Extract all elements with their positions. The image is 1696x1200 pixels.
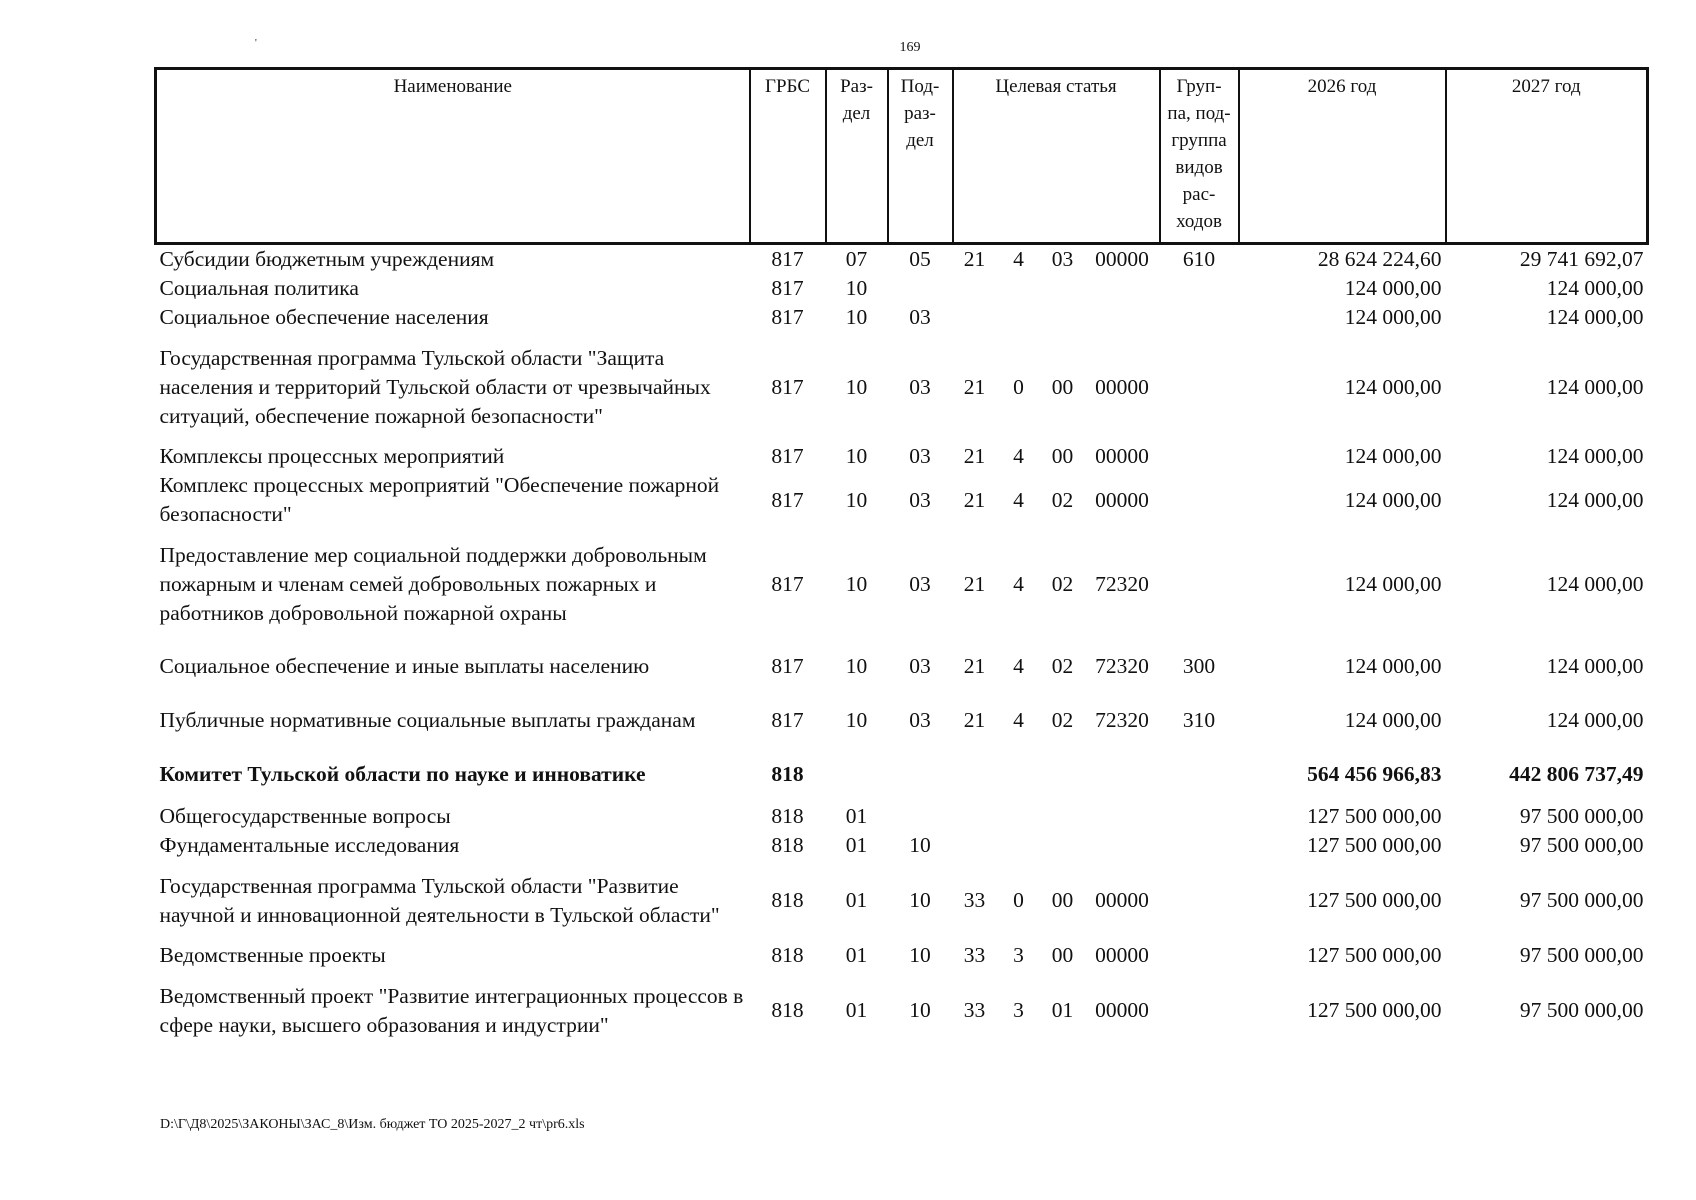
row-name: Субсидии бюджетным учреждениям (159, 247, 495, 271)
row-grbs: 818 (771, 762, 804, 786)
row-name: Публичные нормативные социальные выплаты гражданам (159, 707, 696, 732)
row-y2027: 29 741 692,07 (1519, 247, 1644, 271)
row-pr: 10 (909, 888, 931, 912)
header-podrazdel: Под- раз- дел (888, 69, 953, 244)
row-t3: 00 (1051, 888, 1074, 912)
row-name: Комплексы процессных мероприятий (159, 444, 505, 468)
row-y2026: 127 500 000,00 (1307, 998, 1442, 1022)
row-pr: 03 (909, 707, 931, 732)
row-y2027: 97 500 000,00 (1519, 888, 1644, 912)
row-name: Ведомственные проекты (159, 943, 386, 967)
row-name: Государственная программа Тульской области "Защита населения и территорий Тульской области от чрезвычайных ситуаций, обеспечение пожарной безопасности" (159, 345, 711, 428)
row-t4: 00000 (1095, 998, 1149, 1022)
row-t1 (953, 802, 997, 831)
row-t3: 01 (1051, 998, 1074, 1022)
row-pr: 03 (909, 653, 931, 678)
row-y2026: 124 000,00 (1344, 571, 1442, 596)
row-t1 (953, 303, 997, 332)
row-name: Предоставление мер социальной поддержки добровольным пожарным и членам семей добровольных пожарных и работников добровольной пожарной охраны (159, 542, 707, 625)
page-number: 169 (899, 40, 921, 55)
row-pr: 03 (909, 374, 931, 399)
row-y2026: 124 000,00 (1344, 305, 1442, 329)
row-vr (1160, 802, 1239, 831)
row-rz: 10 (845, 653, 868, 678)
row-t3: 00 (1051, 444, 1074, 468)
row-pr (888, 802, 953, 831)
row-t3 (1041, 303, 1085, 332)
row-name: Комитет Тульской области по науке и инноватике (159, 762, 646, 786)
row-vr: 300 (1182, 653, 1216, 678)
row-y2026: 564 456 966,83 (1307, 762, 1442, 786)
row-pr: 03 (909, 444, 931, 468)
row-grbs: 817 (771, 487, 804, 512)
row-y2026: 127 500 000,00 (1307, 888, 1442, 912)
row-t1: 21 (963, 653, 986, 678)
row-name: Комплекс процессных мероприятий "Обеспечение пожарной безопасности" (159, 473, 720, 526)
row-t1: 33 (963, 943, 986, 967)
row-y2027: 442 806 737,49 (1509, 762, 1644, 786)
row-vr (1160, 747, 1239, 802)
row-grbs: 817 (771, 653, 804, 678)
table-row (156, 639, 1648, 693)
row-name: Общегосударственные вопросы (159, 804, 451, 828)
row-y2026: 124 000,00 (1344, 276, 1442, 300)
row-pr: 03 (909, 571, 931, 596)
row-vr (1160, 332, 1239, 442)
row-y2026: 124 000,00 (1344, 707, 1442, 732)
row-rz: 01 (845, 833, 868, 857)
row-rz: 01 (845, 943, 868, 967)
row-t1 (953, 747, 997, 802)
row-name: Государственная программа Тульской области "Развитие научной и инновационной деятельности в Тульской области" (159, 873, 720, 927)
file-path: D:\Г\Д8\2025\ЗАКОНЫ\ЗАС_8\Изм. бюджет ТО 2025-2027_2 чт\pr6.xls (160, 1117, 585, 1132)
row-grbs: 817 (771, 707, 804, 732)
row-t4: 00000 (1095, 444, 1149, 468)
row-t4: 72320 (1095, 571, 1149, 596)
row-grbs: 818 (771, 943, 804, 967)
row-y2027: 124 000,00 (1546, 707, 1644, 732)
row-grbs: 817 (771, 247, 804, 271)
header-grbs: ГРБС (750, 69, 826, 244)
row-t1: 21 (963, 247, 986, 271)
row-rz (826, 747, 888, 802)
row-t2 (997, 802, 1041, 831)
row-grbs: 817 (771, 374, 804, 399)
row-t3: 02 (1051, 487, 1074, 512)
row-rz: 01 (845, 998, 868, 1022)
row-name: Социальное обеспечение населения (159, 305, 489, 329)
row-y2026: 28 624 224,60 (1317, 247, 1442, 271)
row-rz: 10 (845, 374, 868, 399)
row-grbs: 817 (771, 571, 804, 596)
budget-table (154, 67, 1649, 1051)
row-vr (1160, 442, 1239, 471)
row-y2026: 124 000,00 (1344, 487, 1442, 512)
row-t4 (1085, 802, 1160, 831)
table-row (156, 471, 1648, 529)
header-2027: 2027 год (1446, 69, 1648, 244)
header-name: Наименование (156, 69, 750, 244)
row-y2026: 127 500 000,00 (1307, 833, 1442, 857)
row-grbs: 818 (771, 833, 804, 857)
row-y2027: 124 000,00 (1546, 374, 1644, 399)
row-grbs: 818 (771, 998, 804, 1022)
table-row (156, 970, 1648, 1051)
row-t2 (997, 831, 1041, 860)
row-y2026: 127 500 000,00 (1307, 943, 1442, 967)
row-t1: 21 (963, 487, 986, 512)
row-y2027: 97 500 000,00 (1519, 943, 1644, 967)
row-t4: 00000 (1095, 487, 1149, 512)
row-t1: 21 (963, 374, 986, 399)
row-t3 (1041, 831, 1085, 860)
row-t3: 00 (1051, 374, 1074, 399)
row-t2: 0 (1013, 888, 1024, 912)
row-pr: 03 (909, 305, 931, 329)
row-grbs: 817 (771, 444, 804, 468)
row-vr (1160, 471, 1239, 529)
row-vr (1160, 303, 1239, 332)
table-row (156, 529, 1648, 639)
row-y2026: 124 000,00 (1344, 653, 1442, 678)
row-rz: 01 (845, 888, 868, 912)
table-header (156, 69, 1648, 244)
row-t2: 3 (1013, 998, 1024, 1022)
row-y2026: 124 000,00 (1344, 374, 1442, 399)
row-t4 (1085, 831, 1160, 860)
row-t3 (1041, 747, 1085, 802)
header-2026: 2026 год (1239, 69, 1446, 244)
row-vr (1160, 860, 1239, 941)
table-row (156, 244, 1648, 275)
row-rz: 10 (845, 487, 868, 512)
row-vr (1160, 274, 1239, 303)
table-row (156, 442, 1648, 471)
row-y2027: 124 000,00 (1546, 444, 1644, 468)
row-t2 (997, 747, 1041, 802)
row-pr: 10 (909, 943, 931, 967)
table-row (156, 860, 1648, 941)
row-y2027: 97 500 000,00 (1519, 833, 1644, 857)
row-y2027: 97 500 000,00 (1519, 998, 1644, 1022)
row-vr (1160, 941, 1239, 970)
row-t1 (953, 274, 997, 303)
row-t1 (953, 831, 997, 860)
row-t4: 00000 (1095, 888, 1149, 912)
row-rz: 01 (845, 804, 868, 828)
row-grbs: 817 (771, 276, 804, 300)
row-t3: 03 (1051, 247, 1074, 271)
row-t2: 0 (1013, 374, 1024, 399)
row-pr: 03 (909, 487, 931, 512)
row-t2: 4 (1013, 247, 1024, 271)
row-t4: 00000 (1095, 247, 1149, 271)
row-t2 (997, 303, 1041, 332)
row-name: Ведомственный проект "Развитие интеграционных процессов в сфере науки, высшего образования и индустрии" (159, 983, 744, 1037)
row-t3: 00 (1051, 943, 1074, 967)
row-vr (1160, 970, 1239, 1051)
row-t1: 33 (963, 998, 986, 1022)
row-y2027: 124 000,00 (1546, 276, 1644, 300)
table-row (156, 802, 1648, 831)
row-t3: 02 (1051, 653, 1074, 678)
row-vr (1160, 831, 1239, 860)
row-t3: 02 (1051, 571, 1074, 596)
row-y2027: 124 000,00 (1546, 571, 1644, 596)
row-t2: 4 (1013, 653, 1024, 678)
table-row (156, 747, 1648, 802)
row-t1: 21 (963, 571, 986, 596)
row-y2026: 127 500 000,00 (1307, 804, 1442, 828)
row-t4: 72320 (1095, 653, 1149, 678)
header-target: Целевая статья (953, 69, 1160, 244)
row-y2027: 97 500 000,00 (1519, 804, 1644, 828)
table-row (156, 941, 1648, 970)
row-grbs: 818 (771, 804, 804, 828)
row-rz: 10 (845, 276, 868, 300)
row-t2 (997, 274, 1041, 303)
row-t2: 4 (1013, 571, 1024, 596)
row-y2027: 124 000,00 (1546, 487, 1644, 512)
row-pr (888, 747, 953, 802)
row-y2027: 124 000,00 (1546, 305, 1644, 329)
row-grbs: 818 (771, 888, 804, 912)
row-name: Социальная политика (159, 276, 359, 300)
table-row (156, 274, 1648, 303)
row-t2: 4 (1013, 487, 1024, 512)
row-t4 (1085, 303, 1160, 332)
row-vr: 610 (1182, 247, 1216, 271)
row-name: Фундаментальные исследования (159, 833, 460, 857)
row-t1: 33 (963, 888, 986, 912)
row-t4: 72320 (1095, 707, 1149, 732)
row-t1: 21 (963, 444, 986, 468)
row-rz: 07 (845, 247, 868, 271)
row-y2027: 124 000,00 (1546, 653, 1644, 678)
row-t4 (1085, 747, 1160, 802)
row-t4: 00000 (1095, 943, 1149, 967)
row-rz: 10 (845, 305, 868, 329)
table-row (156, 303, 1648, 332)
header-group: Груп- па, под- группа видов рас- ходов (1160, 69, 1239, 244)
row-t3 (1041, 802, 1085, 831)
scan-mark: ' (255, 38, 257, 49)
row-pr: 05 (909, 247, 931, 271)
row-rz: 10 (845, 707, 868, 732)
row-rz: 10 (845, 571, 868, 596)
row-t3: 02 (1051, 707, 1074, 732)
row-t1: 21 (963, 707, 986, 732)
row-vr (1160, 529, 1239, 639)
row-t3 (1041, 274, 1085, 303)
row-pr (888, 274, 953, 303)
row-t2: 4 (1013, 444, 1024, 468)
row-t4 (1085, 274, 1160, 303)
row-t4: 00000 (1095, 374, 1149, 399)
table-row (156, 693, 1648, 747)
row-pr: 10 (909, 833, 931, 857)
row-vr: 310 (1182, 707, 1216, 732)
row-rz: 10 (845, 444, 868, 468)
row-pr: 10 (909, 998, 931, 1022)
row-name: Социальное обеспечение и иные выплаты населению (159, 653, 650, 678)
row-t2: 3 (1013, 943, 1024, 967)
row-y2026: 124 000,00 (1344, 444, 1442, 468)
table-row (156, 831, 1648, 860)
header-razdel: Раз- дел (826, 69, 888, 244)
row-t2: 4 (1013, 707, 1024, 732)
table-row (156, 332, 1648, 442)
row-grbs: 817 (771, 305, 804, 329)
